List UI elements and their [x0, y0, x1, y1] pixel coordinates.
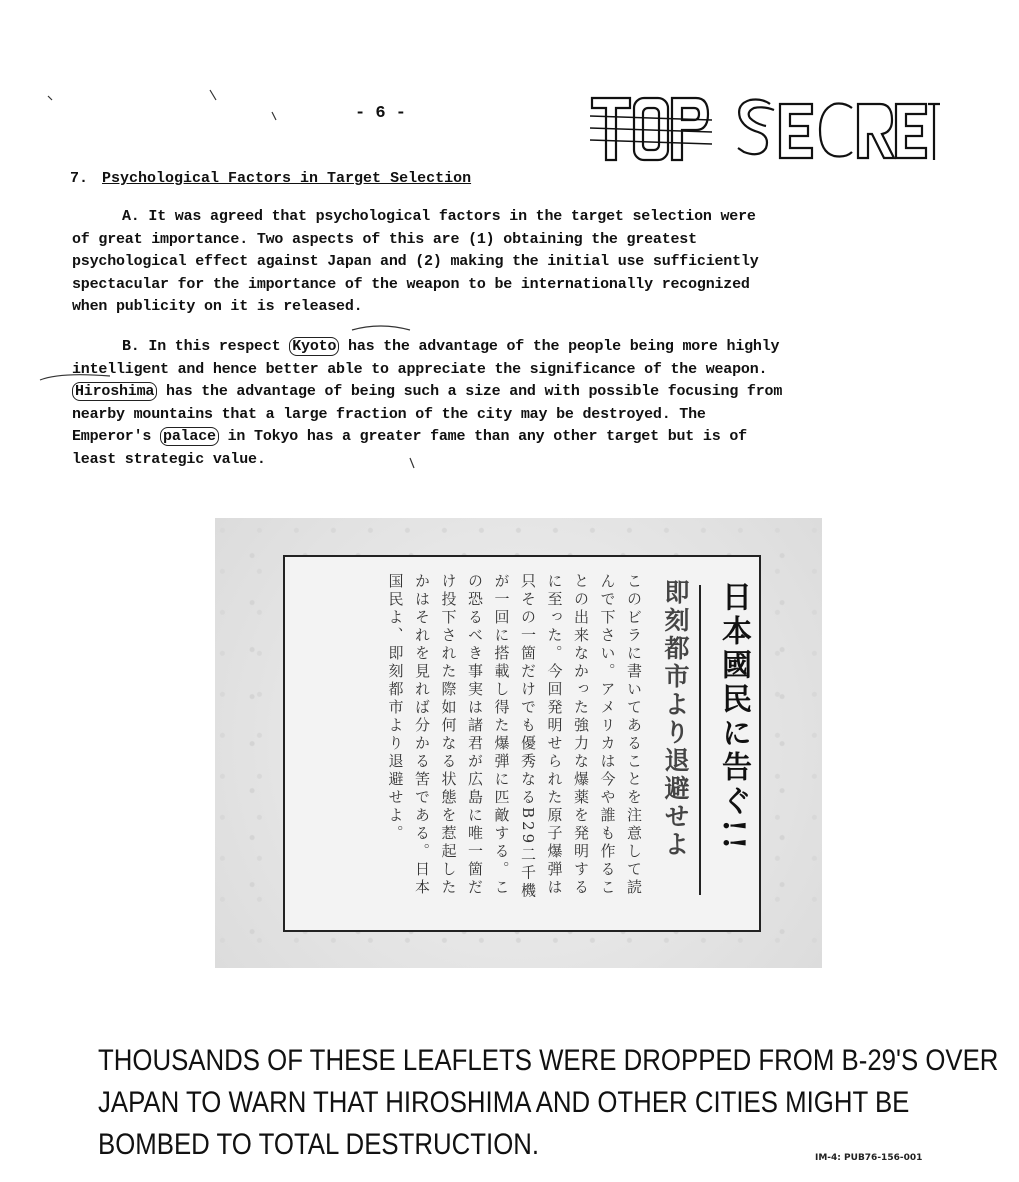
- paragraph-b-line: [72, 381, 952, 404]
- caption-line: BOMBED TO TOTAL DESTRUCTION.: [98, 1128, 540, 1161]
- pencil-mark: [272, 112, 276, 120]
- paragraph-b: [72, 336, 952, 471]
- paragraph-b-text: has the advantage of being such a size and with possible focusing from: [157, 383, 783, 400]
- paragraph-a-line: spectacular for the importance of the weapon to be internationally recognized: [72, 275, 750, 293]
- leaflet-photo: [215, 518, 822, 968]
- leaflet-title: 日本國民に告ぐ!!: [716, 581, 751, 854]
- paragraph-a-line: of great importance. Two aspects of this are (1) obtaining the greatest: [72, 230, 697, 248]
- leaflet-body-text: このビラに書いてあることを注意して読んで下さい。アメリカは今や誰も作ることの出来なかった強力な爆薬を発明するに至った。今回発明せられた原子爆弾は只その一箇だけでも優秀なるB29二千機が一回に搭載し得た爆弾に匹敵する。この恐るべき事実は諸君が広島に唯一箇だけ投下された際如何なる状態を惹起したかはそれを見れば分かる筈である。日本国民よ、即刻都市より退避せよ。: [386, 573, 643, 901]
- section-number: 7.: [70, 170, 89, 187]
- section-title: Psychological Factors in Target Selection: [102, 170, 472, 187]
- leaflet-divider: [699, 585, 701, 895]
- page-number: - 6 -: [355, 104, 407, 123]
- caption-line: THOUSANDS OF THESE LEAFLETS WERE DROPPED FROM B-29'S OVER: [98, 1044, 999, 1077]
- paragraph-a-line: A. It was agreed that psychological factors in the target selection were: [122, 208, 756, 225]
- top-secret-stamp: [590, 90, 940, 170]
- paragraph-a-line: when publicity on it is released.: [72, 298, 363, 315]
- paragraph-b-text: in Tokyo has a greater fame than any other target but is of: [218, 428, 747, 445]
- paragraph-b-text: B. In this respect: [122, 338, 290, 355]
- paragraph-b-line: [72, 426, 952, 449]
- pencil-mark: [48, 96, 52, 100]
- leaflet: [283, 555, 761, 932]
- leaflet-subtitle: 即刻都市より退避せよ: [661, 579, 690, 859]
- paragraph-b-text: Emperor's: [72, 428, 161, 445]
- paragraph-b-line: nearby mountains that a large fraction of the city may be destroyed. The: [72, 405, 706, 423]
- paragraph-b-line: [72, 336, 952, 359]
- circled-kyoto: Kyoto: [289, 337, 339, 356]
- document-id: IM-4: PUB76-156-001: [815, 1153, 923, 1163]
- section-heading: [70, 170, 471, 187]
- pencil-mark: [210, 90, 216, 100]
- paragraph-b-line: intelligent and hence better able to appreciate the significance of the weapon.: [72, 360, 768, 378]
- caption: [98, 1040, 998, 1166]
- circled-hiroshima: Hiroshima: [72, 382, 157, 401]
- paragraph-b-text: has the advantage of the people being more highly: [339, 338, 780, 355]
- paragraph-b-line: least strategic value.: [72, 450, 266, 468]
- caption-line: JAPAN TO WARN THAT HIROSHIMA AND OTHER CITIES MIGHT BE: [98, 1086, 910, 1119]
- paragraph-a: [72, 206, 952, 319]
- circled-palace: palace: [160, 427, 219, 446]
- pencil-mark: [352, 326, 410, 330]
- paragraph-a-line: psychological effect against Japan and (2) making the initial use sufficiently: [72, 253, 759, 270]
